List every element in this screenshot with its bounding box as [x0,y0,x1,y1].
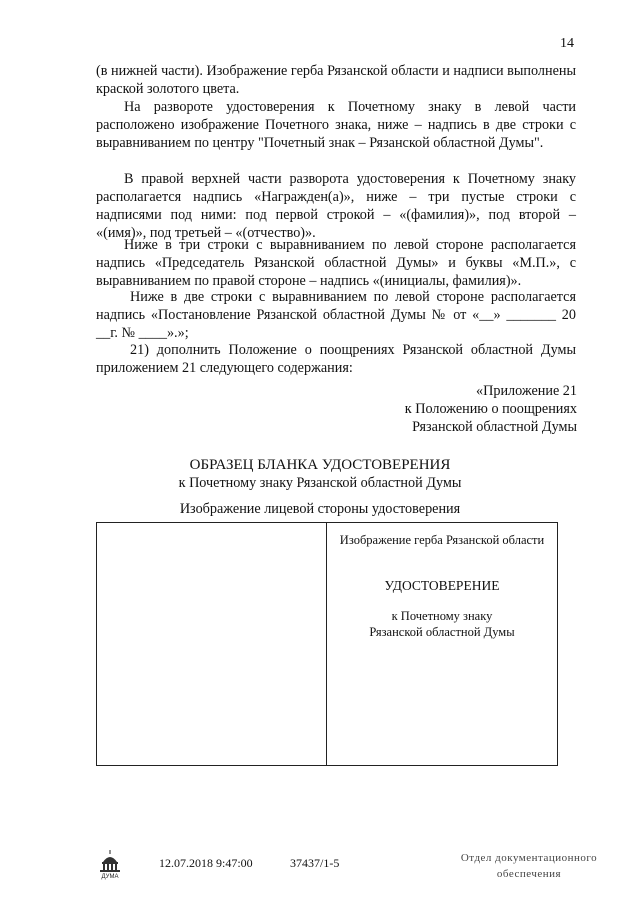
paragraph-5: Ниже в две строки с выравниванием по левой стороне располагается надпись «Постановление Рязанской областной Думы № от «__» _______ 20 __г. № ____».»; [96,289,576,341]
form-subtitle: к Почетному знаку Рязанской областной Думы [178,475,462,491]
appendix-heading [405,382,577,436]
paragraph-6: 21) дополнить Положение о поощрениях Рязанской областной Думы приложением 21 следующего содержания: [96,342,576,376]
paragraph-block [96,98,576,152]
certificate-front-sample [96,522,558,766]
coat-of-arms-caption: Изображение герба Рязанской области [339,533,545,547]
certificate-heading: УДОСТОВЕРЕНИЕ [384,578,500,593]
logo-text: ДУМА [101,874,119,880]
appendix-line-1: «Приложение 21 [476,383,577,399]
paragraph-4: Ниже в три строки с выравниванием по левой стороне располагается надпись «Председатель Рязанской областной Думы» и буквы «М.П.», с выравниванием по правой стороне – надпись «(инициалы, фамилия)». [96,237,576,289]
page-number: 14 [560,36,574,51]
paragraph-3: В правой верхней части разворота удостоверения к Почетному знаку располагается надпись «Награжден(а)», ниже – три пустые строки с надписями под ними: под первой строкой – «(фамилия)», под второй – «(имя)», под третьей – «(отчество)». [96,171,576,241]
paragraph-1: (в нижней части). Изображение герба Рязанской области и надписи выполнены краской золотого цвета. [96,63,576,97]
certificate-subtitle-line-1: к Почетному знаку [391,609,493,623]
paragraph-continuation [96,62,576,98]
certificate-subtitle-line-2: Рязанской областной Думы [369,625,515,639]
certificate-subtitle [327,608,557,640]
certificate-right-panel [327,523,557,765]
front-side-caption: Изображение лицевой стороны удостоверения [179,501,461,517]
department-stamp-line-2: обеспечения [496,868,562,880]
department-stamp [454,850,604,882]
appendix-line-2: к Положению о поощрениях [404,401,577,417]
appendix-line-3: Рязанской областной Думы [412,419,577,435]
print-datetime: 12.07.2018 9:47:00 [159,856,253,870]
paragraph-2: На развороте удостоверения к Почетному знаку в левой части расположено изображение Почетного знака, ниже – надпись в две строки с выравниванием по центру "Почетный знак – Рязанской областной Думы". [96,99,576,151]
form-title: ОБРАЗЕЦ БЛАНКА УДОСТОВЕРЕНИЯ [189,457,451,473]
document-number: 37437/1-5 [290,856,340,870]
duma-logo-icon [97,848,123,880]
department-stamp-line-1: Отдел документационного [460,852,598,864]
